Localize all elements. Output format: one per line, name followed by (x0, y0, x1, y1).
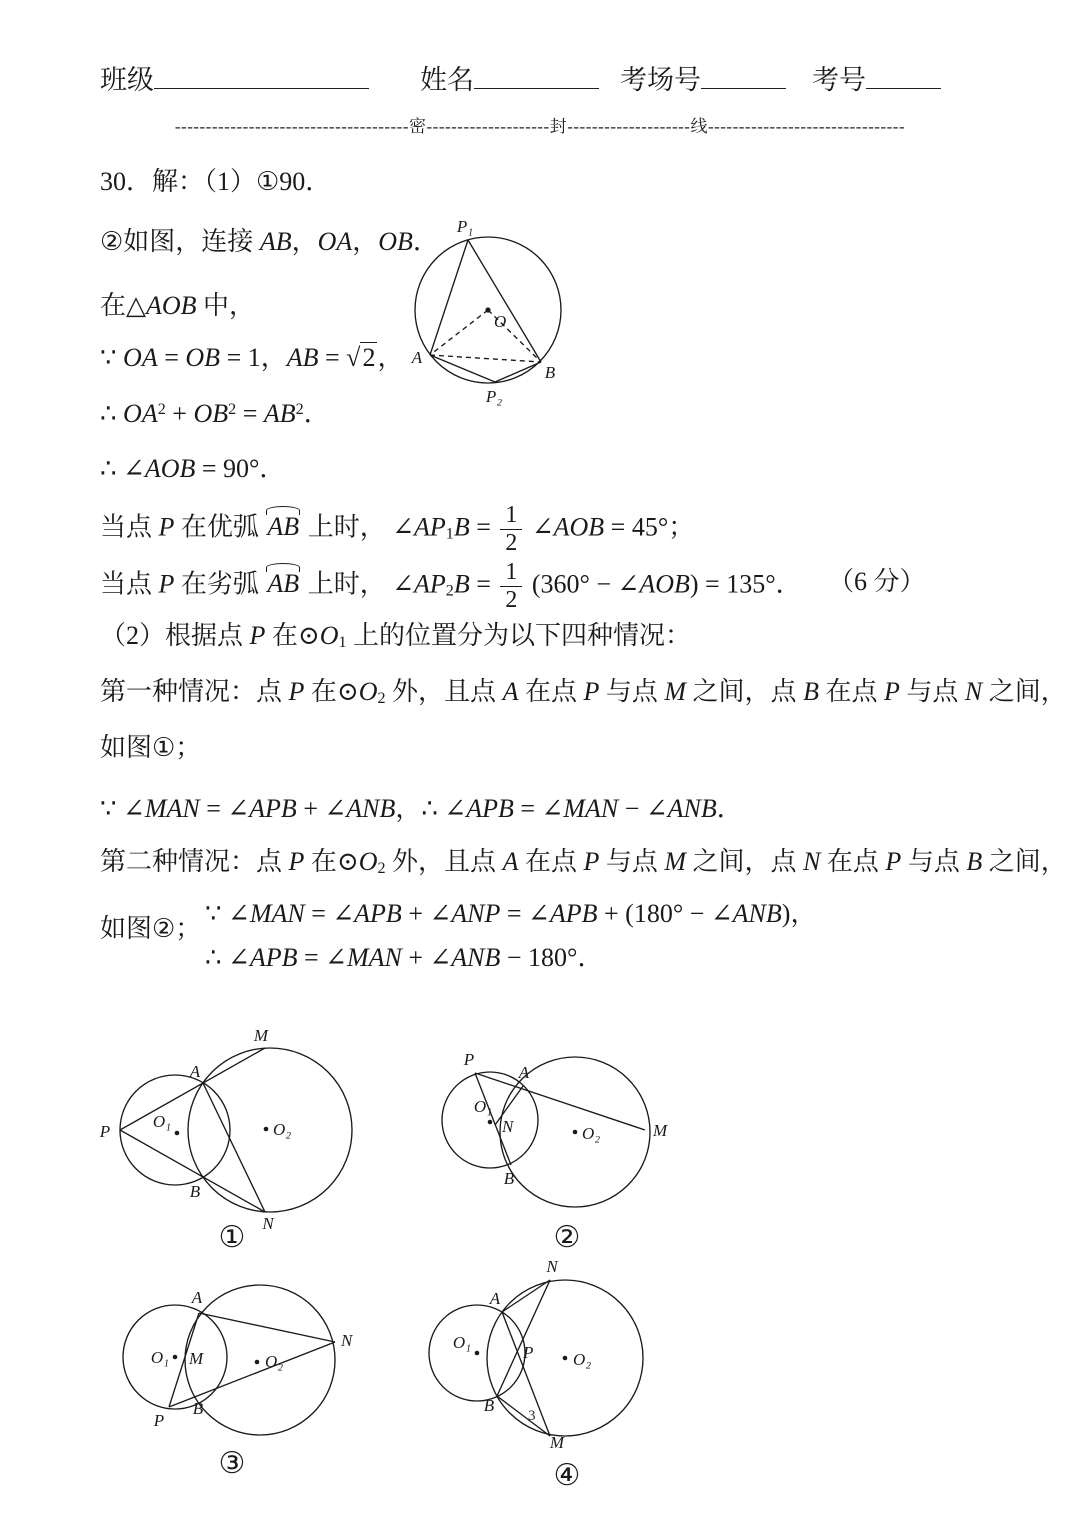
point-label-b: B (544, 363, 556, 382)
line-a-n (203, 1083, 265, 1212)
figure-4 (415, 1258, 695, 1473)
solution-line-10: 第一种情况：点 P 在$⊙O_2$ 外，且点 A 在点 P 与点 M 之间，点 B 在点 P 与点 N 之间， (100, 677, 1067, 708)
label-b: B (192, 1399, 204, 1418)
center-o1-dot (175, 1131, 180, 1136)
circle-o2 (185, 1285, 335, 1435)
label-m: M (253, 1026, 269, 1045)
figure-3 (95, 1272, 395, 1467)
label-a: A (518, 1063, 530, 1082)
center-o-dot (485, 307, 490, 312)
center-o1-dot (488, 1120, 493, 1125)
chord-p1a (430, 240, 468, 355)
room-blank (701, 63, 786, 89)
label-n: N (502, 1117, 514, 1136)
label-o2: O₂ (582, 1124, 601, 1143)
center-o2-dot (264, 1127, 269, 1132)
point-label-a: A (411, 348, 423, 367)
name-label: 姓名 (420, 65, 474, 95)
solution-line-8: 当点 P 在劣弧 AB 上时， $\angle AP_2B$ = $\frac{1}{2}$ (360° − ∠AOB) = 135°． (100, 559, 802, 614)
label-n: N (341, 1331, 353, 1350)
solution-line-6: ∴ ∠AOB = 90°． (100, 454, 286, 483)
solution-line-12: ∵ ∠MAN = ∠APB + ∠ANB，∴ ∠APB = ∠MAN − ∠ANB． (100, 794, 743, 823)
point-label-p1: P₁ (456, 217, 474, 236)
solution-line-14: 如图②； (100, 914, 202, 943)
label-n: N (262, 1214, 274, 1233)
center-o1-dot (173, 1355, 178, 1360)
center-o2-dot (563, 1356, 568, 1361)
label-a: A (489, 1289, 501, 1308)
center-o1-dot (475, 1351, 480, 1356)
solution-line-7: 当点 P 在优弧 AB 上时， $\angle AP_1B$ = $\frac{1}{2}$ ∠AOB = 45°； (100, 502, 695, 557)
label-o1: O₁ (150, 1348, 169, 1367)
room-label: 考场号 (620, 65, 701, 95)
point-label-p2: P₂ (485, 387, 503, 406)
page-number: 3 (528, 1408, 536, 1424)
figure-main-circle (393, 210, 608, 410)
score-note: （6 分） (828, 567, 926, 596)
radius-oa-dashed (430, 310, 488, 355)
solution-line-3: 在△AOB 中， (100, 291, 256, 320)
label-b: B (189, 1182, 201, 1201)
solution-line-4: ∵ OA = OB = 1，AB = √2， (100, 343, 404, 372)
label-m: M (189, 1349, 204, 1368)
label-p: P (99, 1122, 111, 1141)
label-o1: O₁ (473, 1097, 493, 1116)
line-p-m (120, 1048, 265, 1130)
label-o1: O₁ (452, 1333, 471, 1352)
label-o2: O₂ (273, 1120, 292, 1139)
label-o1: O₁ (152, 1112, 171, 1131)
solution-line-2: ②如图，连接 AB，OA，OB． (100, 227, 439, 256)
label-m: M (549, 1433, 565, 1452)
circle-o1 (120, 1075, 230, 1185)
name-blank (474, 63, 599, 89)
label-b: B (503, 1169, 515, 1188)
label-p: P (523, 1343, 534, 1362)
label-a: A (191, 1288, 203, 1307)
figure-3-caption: ③ (218, 1447, 246, 1480)
figure-4-caption: ④ (553, 1459, 581, 1492)
chord-p2b (495, 362, 541, 382)
figure-1-caption: ① (218, 1221, 246, 1254)
label-o2: O₂ (573, 1350, 592, 1369)
figure-1 (85, 1025, 395, 1240)
label-p: P (463, 1050, 475, 1069)
figure-2-caption: ② (553, 1221, 581, 1254)
point-label-o: O (494, 312, 507, 331)
label-a: A (189, 1062, 201, 1081)
examno-label: 考号 (812, 65, 866, 95)
chord-ab-dashed (430, 355, 541, 362)
label-n: N (546, 1258, 558, 1276)
solution-line-1: 30．解：（1）①90． (100, 167, 332, 196)
circle-o2 (188, 1048, 352, 1212)
chord-p1b (468, 240, 541, 362)
seal-line: --------------------------------------密--------------------封--------------------线-------------------------------- (174, 117, 906, 136)
label-p: P (153, 1411, 165, 1430)
label-m: M (653, 1121, 668, 1140)
examno-blank (866, 63, 941, 89)
center-o2-dot (255, 1360, 260, 1365)
line-a-n (199, 1313, 335, 1342)
figure-2 (425, 1040, 725, 1250)
solution-line-5: ∴ $OA^2 + OB^2 = AB^2$． (100, 399, 330, 428)
center-o2-dot (573, 1130, 578, 1135)
solution-line-13: 第二种情况：点 P 在$⊙O_2$ 外，且点 A 在点 P 与点 M 之间，点 N 在点 P 与点 B 之间， (100, 847, 1067, 878)
class-label: 班级 (100, 65, 154, 95)
label-o2: O₂ (265, 1352, 284, 1371)
solution-line-16: ∴ ∠APB = ∠MAN + ∠ANB − 180°． (205, 943, 604, 972)
solution-line-15: ∵ ∠MAN = ∠APB + ∠ANP = ∠APB + (180° − ∠ANB)， (205, 899, 817, 928)
header-row (100, 58, 941, 97)
class-blank (154, 63, 369, 89)
label-b: B (483, 1396, 495, 1415)
solution-line-11: 如图①； (100, 733, 202, 762)
solution-line-9: （2）根据点 P 在$⊙O_1$ 上的位置分为以下四种情况： (100, 621, 692, 652)
